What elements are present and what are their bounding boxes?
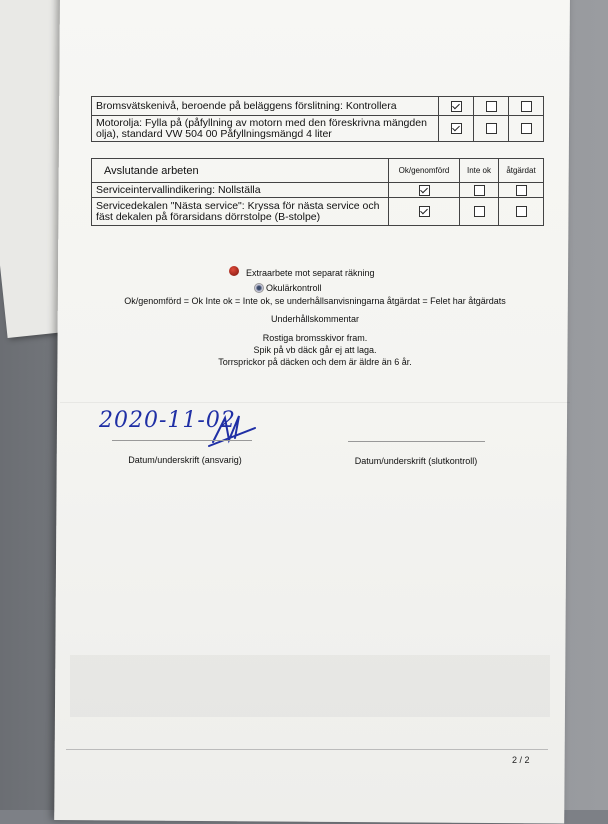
legend-okular: Okulärkontroll <box>266 283 322 293</box>
comment-line: Torrsprickor på däcken och dem är äldre än 6 år. <box>218 357 412 367</box>
section-title: Avslutande arbeten <box>92 159 389 183</box>
inte-ok-checkbox[interactable] <box>474 185 485 196</box>
ok-checkbox[interactable] <box>419 206 430 217</box>
table-row <box>92 97 544 116</box>
page-number: 2 / 2 <box>512 755 530 765</box>
atgardat-checkbox[interactable] <box>521 123 532 134</box>
comment-line: Rostiga bromsskivor fram. <box>262 333 368 343</box>
atgardat-checkbox[interactable] <box>516 185 527 196</box>
signature-label-left: Datum/underskrift (ansvarig) <box>128 455 242 465</box>
table-row <box>92 198 544 226</box>
task-text: Bromsvätskenivå, beroende på beläggens förslitning: Kontrollera <box>92 97 439 116</box>
ok-checkbox[interactable] <box>419 185 430 196</box>
signature-label-right: Datum/underskrift (slutkontroll) <box>354 456 478 466</box>
task-text: Servicedekalen "Nästa service": Kryssa för nästa service och fäst dekalen på förarsidans dörrstolpe (B-stolpe) <box>92 198 389 226</box>
ok-checkbox[interactable] <box>451 123 462 134</box>
inte-ok-checkbox[interactable] <box>486 123 497 134</box>
table-header-row <box>92 159 544 183</box>
inte-ok-checkbox[interactable] <box>486 101 497 112</box>
maintenance-table <box>91 96 544 142</box>
handwritten-date: 2020-11-02 <box>99 408 236 433</box>
comment-line: Spik på vb däck går ej att laga. <box>253 345 377 355</box>
paper-fold <box>60 402 570 403</box>
col-atgardat-header: åtgärdat <box>499 159 544 183</box>
table-row <box>92 183 544 198</box>
task-text: Motorolja: Fylla på (påfyllning av motorn med den föreskrivna mängden olja), standard VW 504 00 Påfyllningsmängd 4 liter <box>92 116 439 142</box>
atgardat-checkbox[interactable] <box>521 101 532 112</box>
atgardat-checkbox[interactable] <box>516 206 527 217</box>
eye-icon <box>254 283 264 293</box>
legend-extra: Extraarbete mot separat räkning <box>246 268 375 278</box>
col-inte-ok-header: Inte ok <box>460 159 499 183</box>
signature-scribble <box>205 410 260 450</box>
signature-line-right <box>348 441 485 442</box>
legend-explanation: Ok/genomförd = Ok Inte ok = Inte ok, se underhållsanvisningarna åtgärdat = Felet har åtgärdats <box>124 296 506 306</box>
bleed-through-box <box>70 655 550 717</box>
col-ok-header: Ok/genomförd <box>389 159 460 183</box>
ok-checkbox[interactable] <box>451 101 462 112</box>
extra-work-marker-icon <box>229 266 239 276</box>
inte-ok-checkbox[interactable] <box>474 206 485 217</box>
comments-title: Underhållskommentar <box>270 314 360 324</box>
footer-rule <box>66 749 548 750</box>
task-text: Serviceintervallindikering: Nollställa <box>92 183 389 198</box>
final-work-table <box>91 158 544 226</box>
table-row <box>92 116 544 142</box>
signature-line-left <box>112 440 252 441</box>
